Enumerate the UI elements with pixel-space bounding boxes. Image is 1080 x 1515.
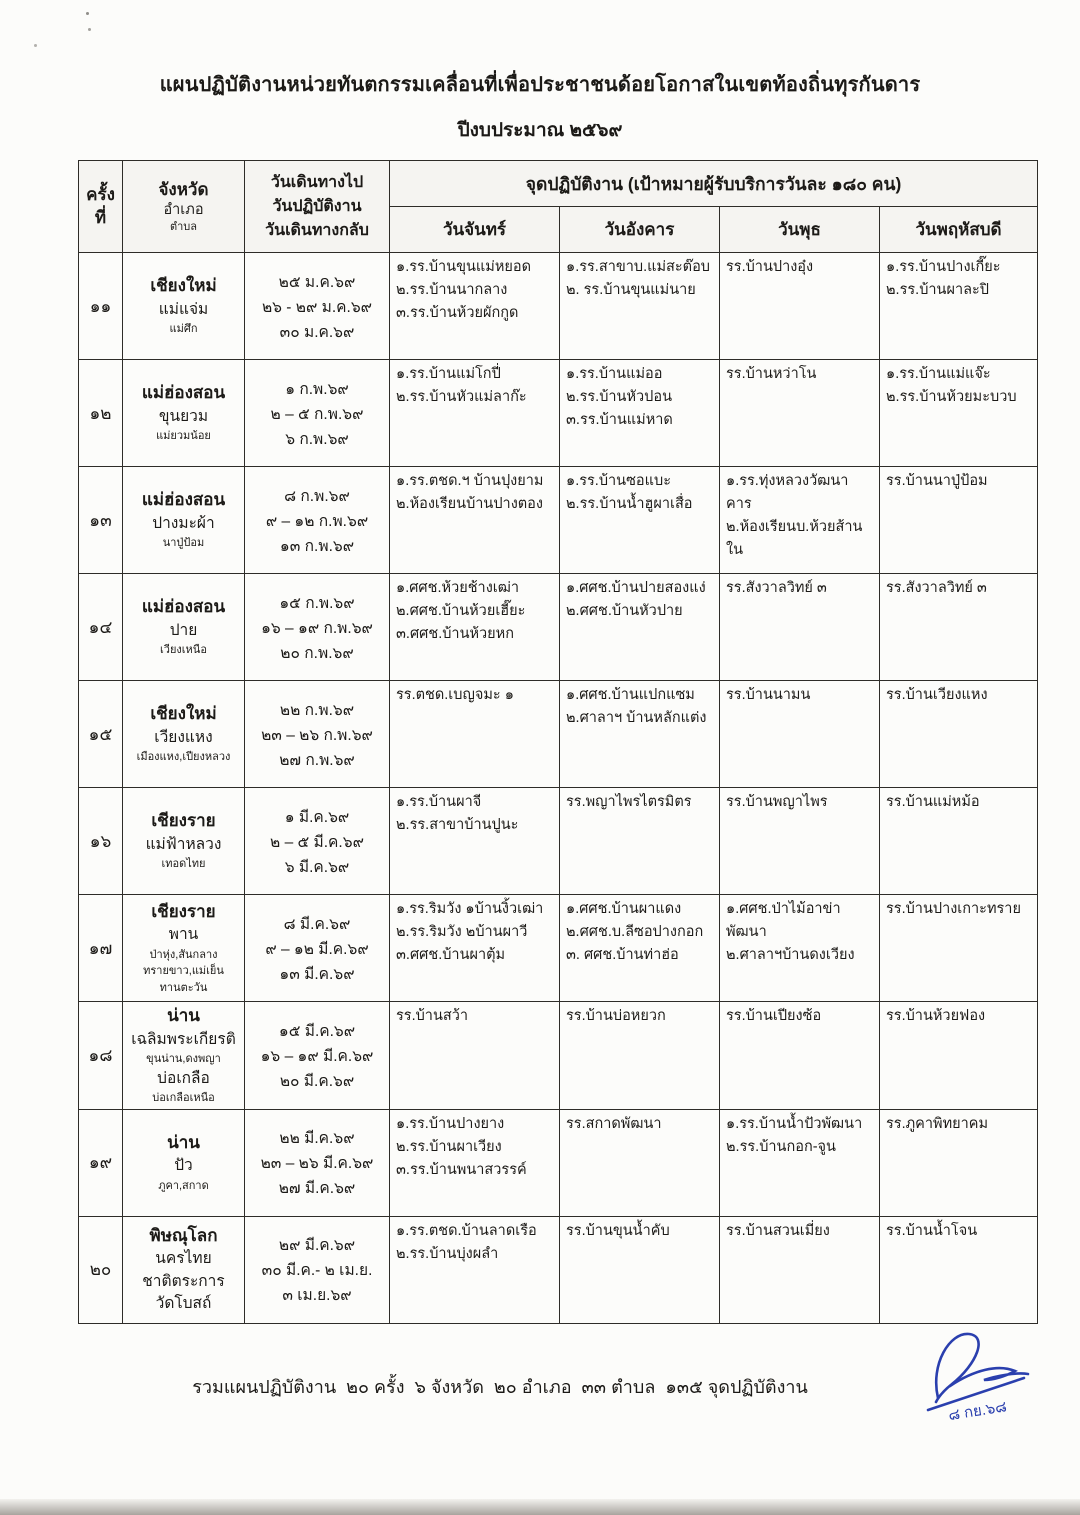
site-line: ๓.รร.บ้านแม่หาด (566, 412, 673, 428)
location-line: เมืองแหง,เปียงหลวง (136, 751, 231, 764)
date-line: ๓ เม.ย.๖๙ (282, 1287, 352, 1305)
site-line: รร.บ้านนามน (726, 687, 811, 703)
monday-sites-cell (390, 1216, 560, 1323)
header-travel-back: วันเดินทางกลับ (265, 221, 369, 239)
tuesday-sites-cell (560, 253, 720, 360)
location-line: เวียงเหนือ (160, 644, 207, 657)
table-row (79, 360, 1038, 467)
site-line: ๑.ศศช.ห้วยช้างเฒ่า (396, 580, 519, 596)
row-number-cell: ๑๙ (79, 1109, 123, 1216)
site-line: ๑.ศศช.บ้านปายสองแง่ (566, 580, 706, 596)
site-line: ๑.รร.บ้านแม่ออ (566, 366, 663, 382)
site-line: รร.สกาดพัฒนา (566, 1115, 662, 1132)
location-line: เฉลิมพระเกียรติ (131, 1030, 236, 1048)
table-row (79, 788, 1038, 895)
table-row (79, 1216, 1038, 1323)
location-line: แม่ฮ่องสอน (141, 597, 226, 617)
row-number-cell: ๑๔ (79, 574, 123, 681)
header-district-line: อำเภอ (163, 201, 204, 218)
site-line: รร.บ้านปางเกาะทราย (886, 901, 1021, 917)
header-round-line1: ครั้ง (86, 184, 115, 204)
site-line: ๑.รร.บ้านซอแบะ (566, 473, 671, 489)
wednesday-sites-cell (720, 1216, 880, 1323)
location-line: แม่ฮ่องสอน (141, 490, 226, 510)
site-line: รร.บ้านพญาไพร (726, 794, 828, 810)
site-line: ๒.รร.บ้านห้วยมะบวบ (886, 389, 1017, 405)
date-line: ๑๕ มี.ค.๖๙ (278, 1022, 356, 1040)
location-line: เทอดไทย (161, 858, 206, 871)
monday-sites-cell (390, 360, 560, 467)
signature-block (922, 1322, 1054, 1426)
location-cell (123, 467, 245, 574)
date-line: ๑๓ มี.ค.๖๙ (279, 965, 355, 983)
header-round-line2: ที่ (94, 207, 107, 227)
location-line: บ่อเกลือเหนือ (152, 1092, 215, 1105)
table-row (79, 467, 1038, 574)
site-line: รร.บ้านเวียงแหง (886, 687, 988, 703)
thursday-sites-cell (880, 788, 1038, 895)
thursday-sites-cell (880, 574, 1038, 681)
location-line: น่าน (167, 1006, 200, 1025)
row-number-cell: ๑๗ (79, 895, 123, 1002)
table-header (79, 161, 1038, 253)
wednesday-sites-cell (720, 467, 880, 574)
date-line: ๘ มี.ค.๖๙ (283, 915, 351, 933)
location-line: ภูคา,สกาด (158, 1179, 209, 1192)
site-line: รร.ภูคาพิทยาคม (886, 1115, 989, 1132)
tuesday-sites-cell (560, 788, 720, 895)
location-line: เชียงใหม่ (150, 704, 217, 724)
site-line: ๑.รร.ทุ่งหลวงวัฒนาคาร (726, 473, 849, 512)
monday-sites-cell (390, 467, 560, 574)
scan-edge-shadow (0, 1499, 1080, 1515)
dates-cell (245, 895, 390, 1002)
site-line: ๒.ศศช.บ้านหัวปาย (566, 603, 683, 619)
thursday-sites-cell (880, 1216, 1038, 1323)
site-line: ๒.รร.บ้านผาเวียง (396, 1138, 502, 1155)
monday-sites-cell (390, 1002, 560, 1110)
location-line: ปางมะผ้า (152, 514, 215, 532)
location-line: พาน (168, 926, 199, 944)
row-number-cell: ๑๖ (79, 788, 123, 895)
date-line: ๑๖ – ๑๙ มี.ค.๖๙ (260, 1047, 374, 1065)
site-line: ๒.รร.บ้านผาละปิ (886, 282, 989, 298)
monday-sites-cell (390, 574, 560, 681)
dates-cell (245, 360, 390, 467)
site-line: รร.บ้านหว่าโน (726, 366, 817, 382)
date-line: ๒ – ๕ ก.พ.๖๙ (270, 405, 364, 423)
site-line: ๒.รร.บ้านบุ่งผลำ (396, 1245, 499, 1262)
site-line: รร.พญาไพรไตรมิตร (566, 794, 692, 810)
site-line: ๓.รร.บ้านพนาสวรรค์ (396, 1161, 527, 1178)
site-line: ๒.ศศช.บ้านห้วยเฮี๊ยะ (396, 603, 526, 619)
site-line: รร.บ้านบ่อหยวก (566, 1008, 666, 1024)
location-cell (123, 574, 245, 681)
site-line: รร.สังวาลวิทย์ ๓ (886, 580, 987, 596)
date-line: ๑๕ ก.พ.๖๙ (279, 594, 355, 612)
location-line: ปัว (174, 1157, 193, 1175)
location-line: แม่ฟ้าหลวง (145, 835, 222, 853)
row-number-cell: ๑๒ (79, 360, 123, 467)
site-line: ๑.รร.บ้านผาจี (396, 794, 482, 810)
monday-sites-cell (390, 788, 560, 895)
location-line: เวียงแหง (154, 728, 213, 746)
signature-date-note: ๘ กย.๖๘ (947, 1398, 1008, 1425)
site-line: รร.บ้านขุนน้ำคับ (566, 1222, 670, 1239)
date-line: ๒๙ มี.ค.๖๙ (278, 1237, 356, 1255)
site-line: ๑.รร.บ้านแม่โกปี่ (396, 366, 501, 382)
signature-scribble (922, 1322, 1054, 1426)
header-travel-go: วันเดินทางไป (270, 173, 364, 191)
date-line: ๖ ก.พ.๖๙ (285, 430, 349, 448)
location-line: ชาติตระการ (142, 1272, 225, 1290)
location-cell (123, 1216, 245, 1323)
site-line: รร.ตชด.เบญจมะ ๑ (396, 687, 514, 703)
location-line: ทรายขาว,แม่เย็น (143, 965, 224, 978)
site-line: ๒.รร.บ้านน้ำฮูผาเสื่อ (566, 496, 693, 512)
location-line: ขุนยวม (158, 407, 209, 425)
monday-sites-cell (390, 681, 560, 788)
site-line: ๓.ศศช.บ้านผาตุ้ม (396, 947, 506, 963)
thursday-sites-cell (880, 681, 1038, 788)
header-province (123, 161, 245, 253)
thursday-sites-cell (880, 253, 1038, 360)
tuesday-sites-cell (560, 360, 720, 467)
header-province-line: จังหวัด (158, 179, 209, 199)
table-row (79, 681, 1038, 788)
site-line: ๒.รร.ริมวัง ๒บ้านผาวี (396, 924, 528, 940)
location-cell (123, 253, 245, 360)
monday-sites-cell (390, 895, 560, 1002)
site-line: ๒.รร.บ้านหัวแม่ลาก๊ะ (396, 389, 527, 405)
location-line: ขุนน่าน,ดงพญา (146, 1053, 221, 1066)
header-round-no (79, 161, 123, 253)
wednesday-sites-cell (720, 360, 880, 467)
site-line: ๑.รร.บ้านน้ำปัวพัฒนา (726, 1115, 863, 1132)
site-line: ๒.ศศช.บ.ลีซอปางกอก (566, 924, 704, 940)
row-number-cell: ๒๐ (79, 1216, 123, 1323)
location-line: นาปู่ป้อม (162, 537, 205, 550)
date-line: ๖ มี.ค.๖๙ (284, 858, 350, 876)
wednesday-sites-cell (720, 681, 880, 788)
location-cell (123, 1002, 245, 1110)
location-line: แม่ฮ่องสอน (141, 383, 226, 403)
location-line: บ่อเกลือ (157, 1069, 210, 1087)
date-line: ๙ – ๑๒ มี.ค.๖๙ (265, 940, 369, 958)
date-line: ๘ ก.พ.๖๙ (284, 487, 350, 505)
tuesday-sites-cell (560, 895, 720, 1002)
location-cell (123, 895, 245, 1002)
site-line: ๑.รร.บ้านปางเกี๊ยะ (886, 259, 1001, 275)
header-day-thursday: วันพฤหัสบดี (880, 207, 1038, 253)
thursday-sites-cell (880, 1002, 1038, 1110)
site-line: รร.บ้านเปียงซ้อ (726, 1008, 822, 1024)
tuesday-sites-cell (560, 467, 720, 574)
site-line: ๑.รร.สาขาบ.แม่สะต๊อบ (566, 259, 710, 275)
site-line: รร.บ้านแม่หม้อ (886, 794, 980, 810)
date-line: ๒๗ มี.ค.๖๙ (278, 1180, 356, 1198)
wednesday-sites-cell (720, 1002, 880, 1110)
location-line: แม่ศึก (169, 323, 198, 336)
header-day-monday: วันจันทร์ (390, 207, 560, 253)
site-line: ๑.รร.บ้านปางยาง (396, 1115, 505, 1132)
dates-cell (245, 1109, 390, 1216)
location-cell (123, 360, 245, 467)
dates-cell (245, 788, 390, 895)
location-line: วัดโบสถ์ (155, 1295, 212, 1313)
site-line: ๒.ศาลาฯ บ้านหลักแต่ง (566, 710, 707, 726)
date-line: ๑๓ ก.พ.๖๙ (279, 537, 355, 555)
date-line: ๒๒ ก.พ.๖๙ (279, 701, 355, 719)
location-line: น่าน (167, 1132, 200, 1152)
dates-cell (245, 1002, 390, 1110)
dates-cell (245, 681, 390, 788)
site-line: รร.บ้านห้วยฟอง (886, 1008, 986, 1024)
date-line: ๒๐ ก.พ.๖๙ (280, 644, 354, 662)
tuesday-sites-cell (560, 1002, 720, 1110)
date-line: ๒๒ มี.ค.๖๙ (279, 1130, 355, 1148)
wednesday-sites-cell (720, 574, 880, 681)
site-line: ๒.ห้องเรียนบ้านปางตอง (396, 496, 543, 512)
site-line: ๑.รร.ตชด.บ้านลาดเรือ (396, 1222, 537, 1239)
thursday-sites-cell (880, 467, 1038, 574)
site-line: ๑.ศศช.บ้านแปกแซม (566, 687, 695, 703)
row-number-cell: ๑๑ (79, 253, 123, 360)
site-line: ๒.ห้องเรียนบ.ห้วยส้านใน (726, 519, 863, 558)
date-line: ๑ ก.พ.๖๙ (285, 380, 349, 398)
site-line: ๒. รร.บ้านขุนแม่นาย (566, 282, 696, 298)
tuesday-sites-cell (560, 681, 720, 788)
date-line: ๒๓ – ๒๖ มี.ค.๖๙ (260, 1155, 374, 1173)
location-line: เชียงราย (151, 811, 216, 831)
site-line: ๒.รร.บ้านนากลาง (396, 282, 508, 298)
site-line: ๑.รร.บ้านขุนแม่หยอด (396, 259, 532, 275)
table-row (79, 1002, 1038, 1110)
location-line: พิษณุโลก (149, 1225, 218, 1245)
location-cell (123, 788, 245, 895)
date-line: ๓๐ ม.ค.๖๙ (279, 323, 355, 341)
thursday-sites-cell (880, 1109, 1038, 1216)
location-cell (123, 1109, 245, 1216)
site-line: รร.บ้านนาปู่ป้อม (886, 473, 988, 489)
header-day-tuesday: วันอังคาร (560, 207, 720, 253)
wednesday-sites-cell (720, 1109, 880, 1216)
location-line: นครไทย (155, 1250, 212, 1268)
site-line: ๑.รร.บ้านแม่แจ๊ะ (886, 366, 991, 382)
document-title: แผนปฏิบัติงานหน่วยทันตกรรมเคลื่อนที่เพื่อประชาชนด้อยโอกาสในเขตท้องถิ่นทุรกันดาร (159, 74, 921, 96)
site-line: ๑.ศศช.บ้านผาแดง (566, 901, 682, 917)
location-line: ป่าหุ่ง,สันกลาง (149, 948, 218, 961)
header-work-days: วันปฏิบัติงาน (272, 197, 362, 215)
location-line: ทานตะวัน (159, 981, 208, 994)
row-number-cell: ๑๕ (79, 681, 123, 788)
header-day-wednesday: วันพุธ (720, 207, 880, 253)
site-line: รร.บ้านปางอุ๋ง (726, 259, 814, 275)
tuesday-sites-cell (560, 1109, 720, 1216)
header-subdistrict-line: ตำบล (169, 220, 198, 233)
location-line: แม่ยวมน้อย (156, 430, 211, 443)
location-line: เชียงใหม่ (150, 276, 217, 296)
site-line: รร.บ้านสวนเมี่ยง (726, 1222, 830, 1239)
plan-summary: รวมแผนปฏิบัติงาน ๒๐ ครั้ง ๖ จังหวัด ๒๐ อำเภอ ๓๓ ตำบล ๑๓๕ จุดปฏิบัติงาน (192, 1377, 808, 1397)
header-travel-dates (245, 161, 390, 253)
dates-cell (245, 467, 390, 574)
date-line: ๒๐ มี.ค.๖๙ (279, 1072, 355, 1090)
table-body (79, 253, 1038, 1324)
dates-cell (245, 574, 390, 681)
site-line: ๑.รร.ริมวัง ๑บ้านงิ้วเฒ่า (396, 901, 544, 917)
site-line: ๓. ศศช.บ้านท่าฮ่อ (566, 947, 679, 963)
thursday-sites-cell (880, 360, 1038, 467)
location-line: ปาย (169, 621, 198, 639)
date-line: ๒๖ - ๒๙ ม.ค.๖๙ (261, 298, 373, 316)
site-line: รร.บ้านสว้า (396, 1008, 468, 1024)
date-line: ๙ – ๑๒ ก.พ.๖๙ (265, 512, 369, 530)
date-line: ๒ – ๕ มี.ค.๖๙ (270, 833, 364, 851)
table-row (79, 253, 1038, 360)
operation-plan-table (78, 160, 1038, 1324)
site-line: รร.สังวาลวิทย์ ๓ (726, 580, 827, 596)
row-number-cell: ๑๓ (79, 467, 123, 574)
location-line: แม่แจ่ม (158, 300, 209, 318)
header-sites-group: จุดปฏิบัติงาน (เป้าหมายผู้รับบริการวันละ ๑๘๐ คน) (390, 161, 1038, 207)
scan-speck (86, 12, 89, 15)
site-line: รร.บ้านน้ำโจน (886, 1222, 978, 1239)
date-line: ๑๖ – ๑๙ ก.พ.๖๙ (261, 619, 373, 637)
thursday-sites-cell (880, 895, 1038, 1002)
table-row (79, 1109, 1038, 1216)
site-line: ๓.รร.บ้านห้วยผักกูด (396, 305, 519, 321)
tuesday-sites-cell (560, 1216, 720, 1323)
site-line: ๒.รร.บ้านหัวปอน (566, 389, 672, 405)
tuesday-sites-cell (560, 574, 720, 681)
site-line: ๒.รร.บ้านกอก-จูน (726, 1138, 836, 1155)
monday-sites-cell (390, 1109, 560, 1216)
location-line: เชียงราย (151, 901, 216, 921)
wednesday-sites-cell (720, 253, 880, 360)
site-line: ๑.ศศช.ป่าไม้อาข่าพัฒนา (726, 901, 841, 940)
wednesday-sites-cell (720, 788, 880, 895)
location-cell (123, 681, 245, 788)
dates-cell (245, 1216, 390, 1323)
date-line: ๑ มี.ค.๖๙ (284, 808, 350, 826)
document-subtitle: ปีงบประมาณ ๒๕๖๙ (457, 120, 623, 141)
table-row (79, 895, 1038, 1002)
table-row (79, 574, 1038, 681)
row-number-cell: ๑๘ (79, 1002, 123, 1110)
site-line: ๓.ศศช.บ้านห้วยหก (396, 626, 515, 642)
date-line: ๒๕ ม.ค.๖๙ (278, 273, 356, 291)
wednesday-sites-cell (720, 895, 880, 1002)
date-line: ๓๐ มี.ค.- ๒ เม.ย. (261, 1262, 373, 1280)
site-line: ๑.รร.ตชด.ฯ บ้านปุงยาม (396, 473, 544, 489)
dates-cell (245, 253, 390, 360)
site-line: ๒.รร.สาขาบ้านปูนะ (396, 817, 519, 833)
site-line: ๒.ศาลาฯบ้านดงเวียง (726, 947, 855, 963)
monday-sites-cell (390, 253, 560, 360)
date-line: ๒๓ – ๒๖ ก.พ.๖๙ (261, 726, 373, 744)
date-line: ๒๗ ก.พ.๖๙ (279, 751, 355, 769)
